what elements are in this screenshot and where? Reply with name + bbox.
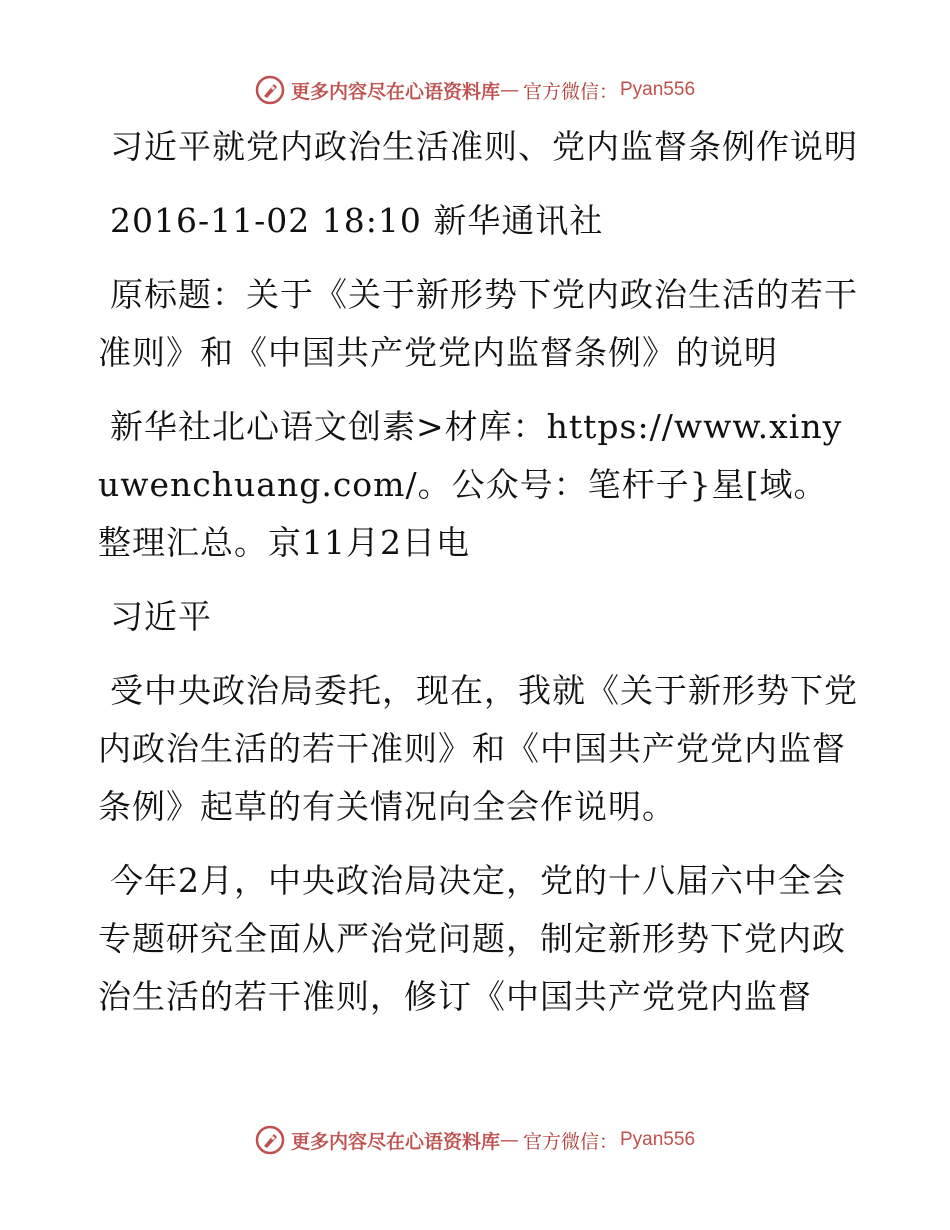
watermark-main-text: 更多内容尽在心语资料库 — [290, 1130, 500, 1153]
watermark-wechat-id: Pyan556 — [620, 1129, 696, 1150]
document-title: 习近平就党内政治生活准则、党内监督条例作说明 — [110, 127, 858, 166]
watermark-label: 官方微信： — [522, 80, 618, 103]
document-dateline: 2016-11-02 18:10 新华通讯社 — [110, 201, 604, 240]
header-watermark — [0, 70, 950, 110]
watermark-main-text: 更多内容尽在心语资料库 — [290, 80, 500, 103]
original-title: 原标题：关于《关于新形势下党内政治生活的若干准则》和《中国共产党党内监督条例》的说明 — [98, 275, 858, 372]
author-name: 习近平 — [110, 597, 212, 636]
watermark-separator: — — [499, 1129, 519, 1151]
source-line: 新华社北心语文创素>材库：https://www.xinyuwenchuang.com/。公众号：笔杆子}星[域。整理汇总。京11月2日电 — [98, 407, 843, 562]
document-body — [98, 118, 858, 1042]
watermark-label: 官方微信： — [522, 1130, 618, 1153]
footer-watermark — [0, 1120, 950, 1160]
watermark-separator: — — [499, 79, 519, 101]
paragraph-1: 受中央政治局委托，现在，我就《关于新形势下党内政治生活的若干准则》和《中国共产党党内监督条例》起草的有关情况向全会作说明。 — [98, 671, 858, 826]
pen-nib-logo-icon — [255, 1125, 285, 1155]
watermark-wechat-id: Pyan556 — [620, 79, 696, 100]
pen-nib-logo-icon — [255, 75, 285, 105]
paragraph-2: 今年2月，中央政治局决定，党的十八届六中全会专题研究全面从严治党问题，制定新形势下党内政治生活的若干准则，修订《中国共产党党内监督 — [98, 861, 846, 1016]
